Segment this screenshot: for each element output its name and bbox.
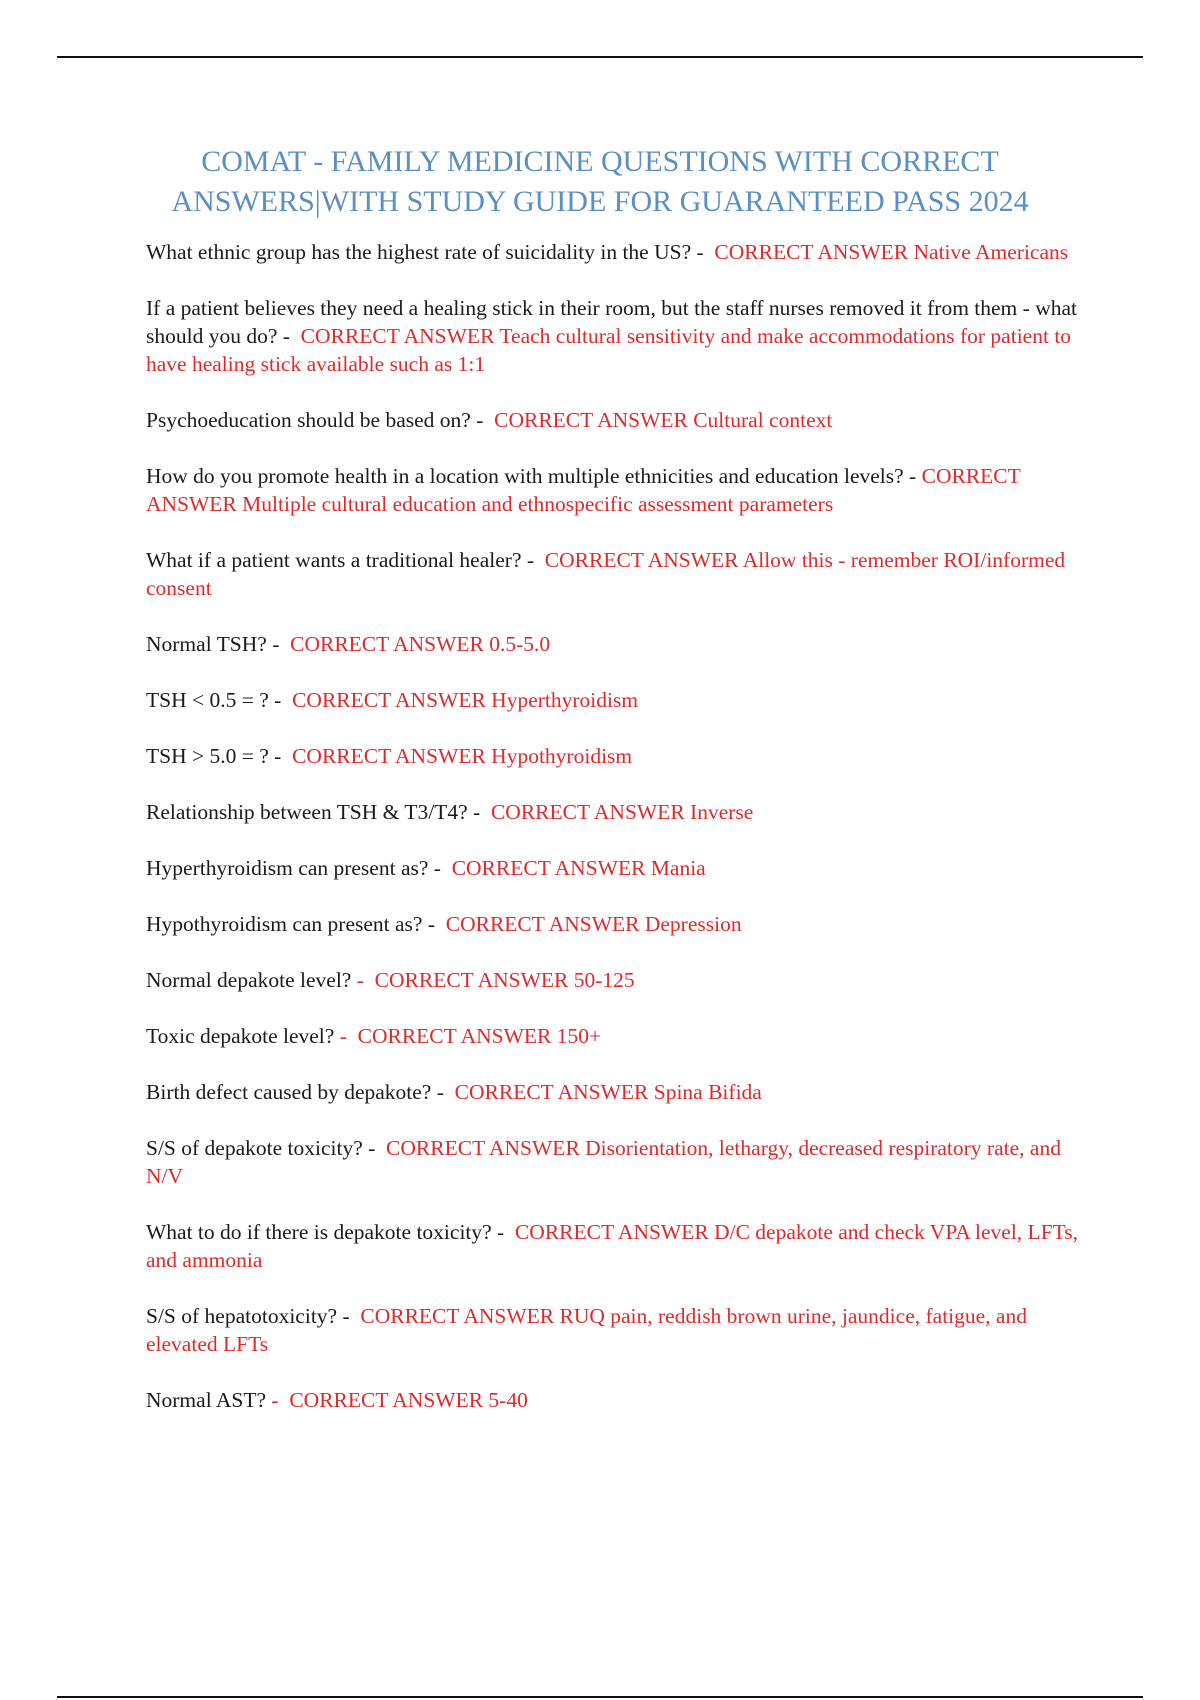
answer-text: CORRECT ANSWER Teach cultural sensitivity and make accommodations for patient to have healing stick available such as 1:1: [146, 324, 1072, 376]
answer-text: CORRECT ANSWER Native Americans: [714, 240, 1069, 264]
qa-item: [146, 1134, 1081, 1190]
question-text: What if a patient wants a traditional healer? -: [146, 548, 535, 572]
qa-item: [146, 1218, 1081, 1274]
answer-separator: -: [351, 968, 370, 992]
question-text: Relationship between TSH & T3/T4? -: [146, 800, 481, 824]
answer-separator: -: [266, 1388, 284, 1412]
bottom-rule: [57, 1696, 1143, 1698]
document-title: [100, 142, 1100, 222]
question-text: How do you promote health in a location with multiple ethnicities and education levels? -: [146, 464, 917, 488]
question-text: TSH < 0.5 = ? -: [146, 688, 282, 712]
question-text: Birth defect caused by depakote? -: [146, 1080, 444, 1104]
answer-text: CORRECT ANSWER Mania: [451, 856, 706, 880]
answer-text: CORRECT ANSWER Spina Bifida: [454, 1080, 762, 1104]
question-text: S/S of depakote toxicity? -: [146, 1136, 376, 1160]
qa-item: [146, 686, 1081, 714]
answer-text: CORRECT ANSWER Disorientation, lethargy, decreased respiratory rate, and N/V: [146, 1136, 1061, 1188]
qa-item: [146, 238, 1081, 266]
question-text: What ethnic group has the highest rate of suicidality in the US? -: [146, 240, 704, 264]
qa-item: [146, 406, 1081, 434]
question-text: Hyperthyroidism can present as? -: [146, 856, 441, 880]
qa-item: [146, 546, 1081, 602]
qa-item: [146, 294, 1081, 378]
title-line-2: ANSWERS|WITH STUDY GUIDE FOR GUARANTEED PASS 2024: [171, 185, 1029, 218]
answer-text: CORRECT ANSWER Hypothyroidism: [292, 744, 633, 768]
qa-item: [146, 798, 1081, 826]
answer-text: CORRECT ANSWER 50-125: [374, 968, 635, 992]
qa-list: [146, 238, 1081, 1442]
question-text: Psychoeducation should be based on? -: [146, 408, 484, 432]
qa-item: [146, 1022, 1081, 1050]
answer-text: CORRECT ANSWER 5-40: [289, 1388, 528, 1412]
question-text: Hypothyroidism can present as? -: [146, 912, 435, 936]
title-line-1: COMAT - FAMILY MEDICINE QUESTIONS WITH CORRECT: [201, 145, 999, 178]
answer-text: CORRECT ANSWER Allow this - remember ROI/informed consent: [146, 548, 1066, 600]
qa-item: [146, 462, 1081, 518]
answer-text: CORRECT ANSWER D/C depakote and check VPA level, LFTs, and ammonia: [146, 1220, 1079, 1272]
answer-text: CORRECT ANSWER 150+: [357, 1024, 602, 1048]
answer-text: CORRECT ANSWER Depression: [445, 912, 742, 936]
question-text: S/S of hepatotoxicity? -: [146, 1304, 350, 1328]
question-text: Normal depakote level?: [146, 968, 352, 992]
answer-text: CORRECT ANSWER 0.5-5.0: [290, 632, 551, 656]
qa-item: [146, 1302, 1081, 1358]
answer-text: CORRECT ANSWER Hyperthyroidism: [292, 688, 639, 712]
question-text: Normal TSH? -: [146, 632, 280, 656]
question-text: Normal AST?: [146, 1388, 267, 1412]
qa-item: [146, 1078, 1081, 1106]
qa-item: [146, 742, 1081, 770]
qa-item: [146, 1386, 1081, 1414]
qa-item: [146, 910, 1081, 938]
qa-item: [146, 966, 1081, 994]
qa-item: [146, 854, 1081, 882]
answer-text: CORRECT ANSWER Cultural context: [494, 408, 833, 432]
answer-separator: -: [334, 1024, 353, 1048]
answer-text: CORRECT ANSWER Inverse: [490, 800, 754, 824]
question-text: TSH > 5.0 = ? -: [146, 744, 282, 768]
qa-item: [146, 630, 1081, 658]
question-text: Toxic depakote level?: [146, 1024, 335, 1048]
answer-text: CORRECT ANSWER RUQ pain, reddish brown urine, jaundice, fatigue, and elevated LFTs: [146, 1304, 1027, 1356]
answer-text: CORRECT ANSWER Multiple cultural education and ethnospecific assessment parameters: [146, 464, 1021, 516]
top-rule: [57, 56, 1143, 58]
question-text: If a patient believes they need a healing stick in their room, but the staff nurses removed it from them - what should you do? -: [146, 296, 1077, 348]
question-text: What to do if there is depakote toxicity? -: [146, 1220, 505, 1244]
